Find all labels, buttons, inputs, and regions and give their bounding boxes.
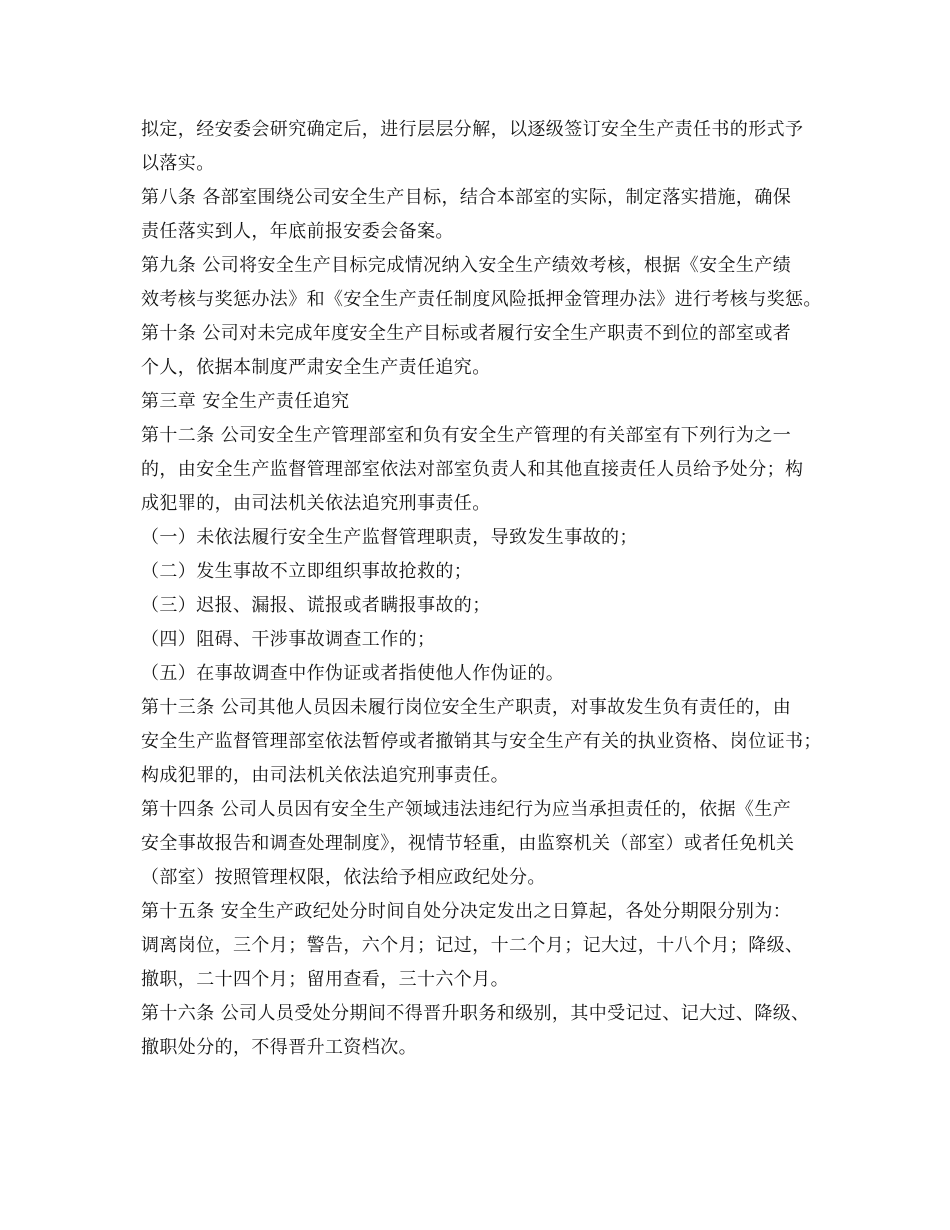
text-line: 安全事故报告和调查处理制度》，视情节轻重，由监察机关（部室）或者任免机关 [141, 833, 795, 854]
text-line: 拟定，经安委会研究确定后，进行层层分解，以逐级签订安全生产责任书的形式予 [141, 119, 804, 140]
article-13: 第十三条 公司其他人员因未履行岗位安全生产职责，对事故发生负有责任的，由 [141, 697, 792, 718]
article-9: 第九条 公司将安全生产目标完成情况纳入安全生产绩效考核，根据《安全生产绩 [141, 255, 792, 276]
list-item: （三）迟报、漏报、谎报或者瞒报事故的； [141, 595, 491, 616]
text-line: 以落实。 [141, 153, 215, 174]
text-line: 构成犯罪的，由司法机关依法追究刑事责任。 [141, 765, 509, 786]
text-line: 成犯罪的，由司法机关依法追究刑事责任。 [141, 493, 491, 514]
article-14: 第十四条 公司人员因有安全生产领域违法违纪行为应当承担责任的，依据《生产 [141, 799, 792, 820]
text-line: （部室）按照管理权限，依法给予相应政纪处分。 [141, 867, 546, 888]
text-line: 责任落实到人，年底前报安委会备案。 [141, 221, 454, 242]
text-line: 调离岗位，三个月；警告，六个月；记过，十二个月；记大过，十八个月；降级、 [141, 935, 804, 956]
text-line: 撤职，二十四个月；留用查看，三十六个月。 [141, 969, 509, 990]
text-line: 效考核与奖惩办法》和《安全生产责任制度风险抵押金管理办法》进行考核与奖惩。 [141, 289, 822, 310]
article-10: 第十条 公司对未完成年度安全生产目标或者履行安全生产职责不到位的部室或者 [141, 323, 792, 344]
text-line: 安全生产监督管理部室依法暂停或者撤销其与安全生产有关的执业资格、岗位证书； [141, 731, 822, 752]
article-8: 第八条 各部室围绕公司安全生产目标，结合本部室的实际，制定落实措施，确保 [141, 187, 792, 208]
list-item: （二）发生事故不立即组织事故抢救的； [141, 561, 473, 582]
article-12: 第十二条 公司安全生产管理部室和负有安全生产管理的有关部室有下列行为之一 [141, 425, 792, 446]
article-15: 第十五条 安全生产政纪处分时间自处分决定发出之日算起，各处分期限分别为： [141, 901, 792, 922]
article-16: 第十六条 公司人员受处分期间不得晋升职务和级别，其中受记过、记大过、降级、 [141, 1003, 810, 1024]
text-line: 个人，依据本制度严肃安全生产责任追究。 [141, 357, 491, 378]
list-item: （五）在事故调查中作伪证或者指使他人作伪证的。 [141, 663, 565, 684]
text-line: 撤职处分的，不得晋升工资档次。 [141, 1037, 417, 1058]
list-item: （一）未依法履行安全生产监督管理职责，导致发生事故的； [141, 527, 638, 548]
document-body [141, 113, 831, 1065]
list-item: （四）阻碍、干涉事故调查工作的； [141, 629, 436, 650]
chapter-heading: 第三章 安全生产责任追究 [141, 391, 350, 412]
text-line: 的，由安全生产监督管理部室依法对部室负责人和其他直接责任人员给予处分；构 [141, 459, 804, 480]
